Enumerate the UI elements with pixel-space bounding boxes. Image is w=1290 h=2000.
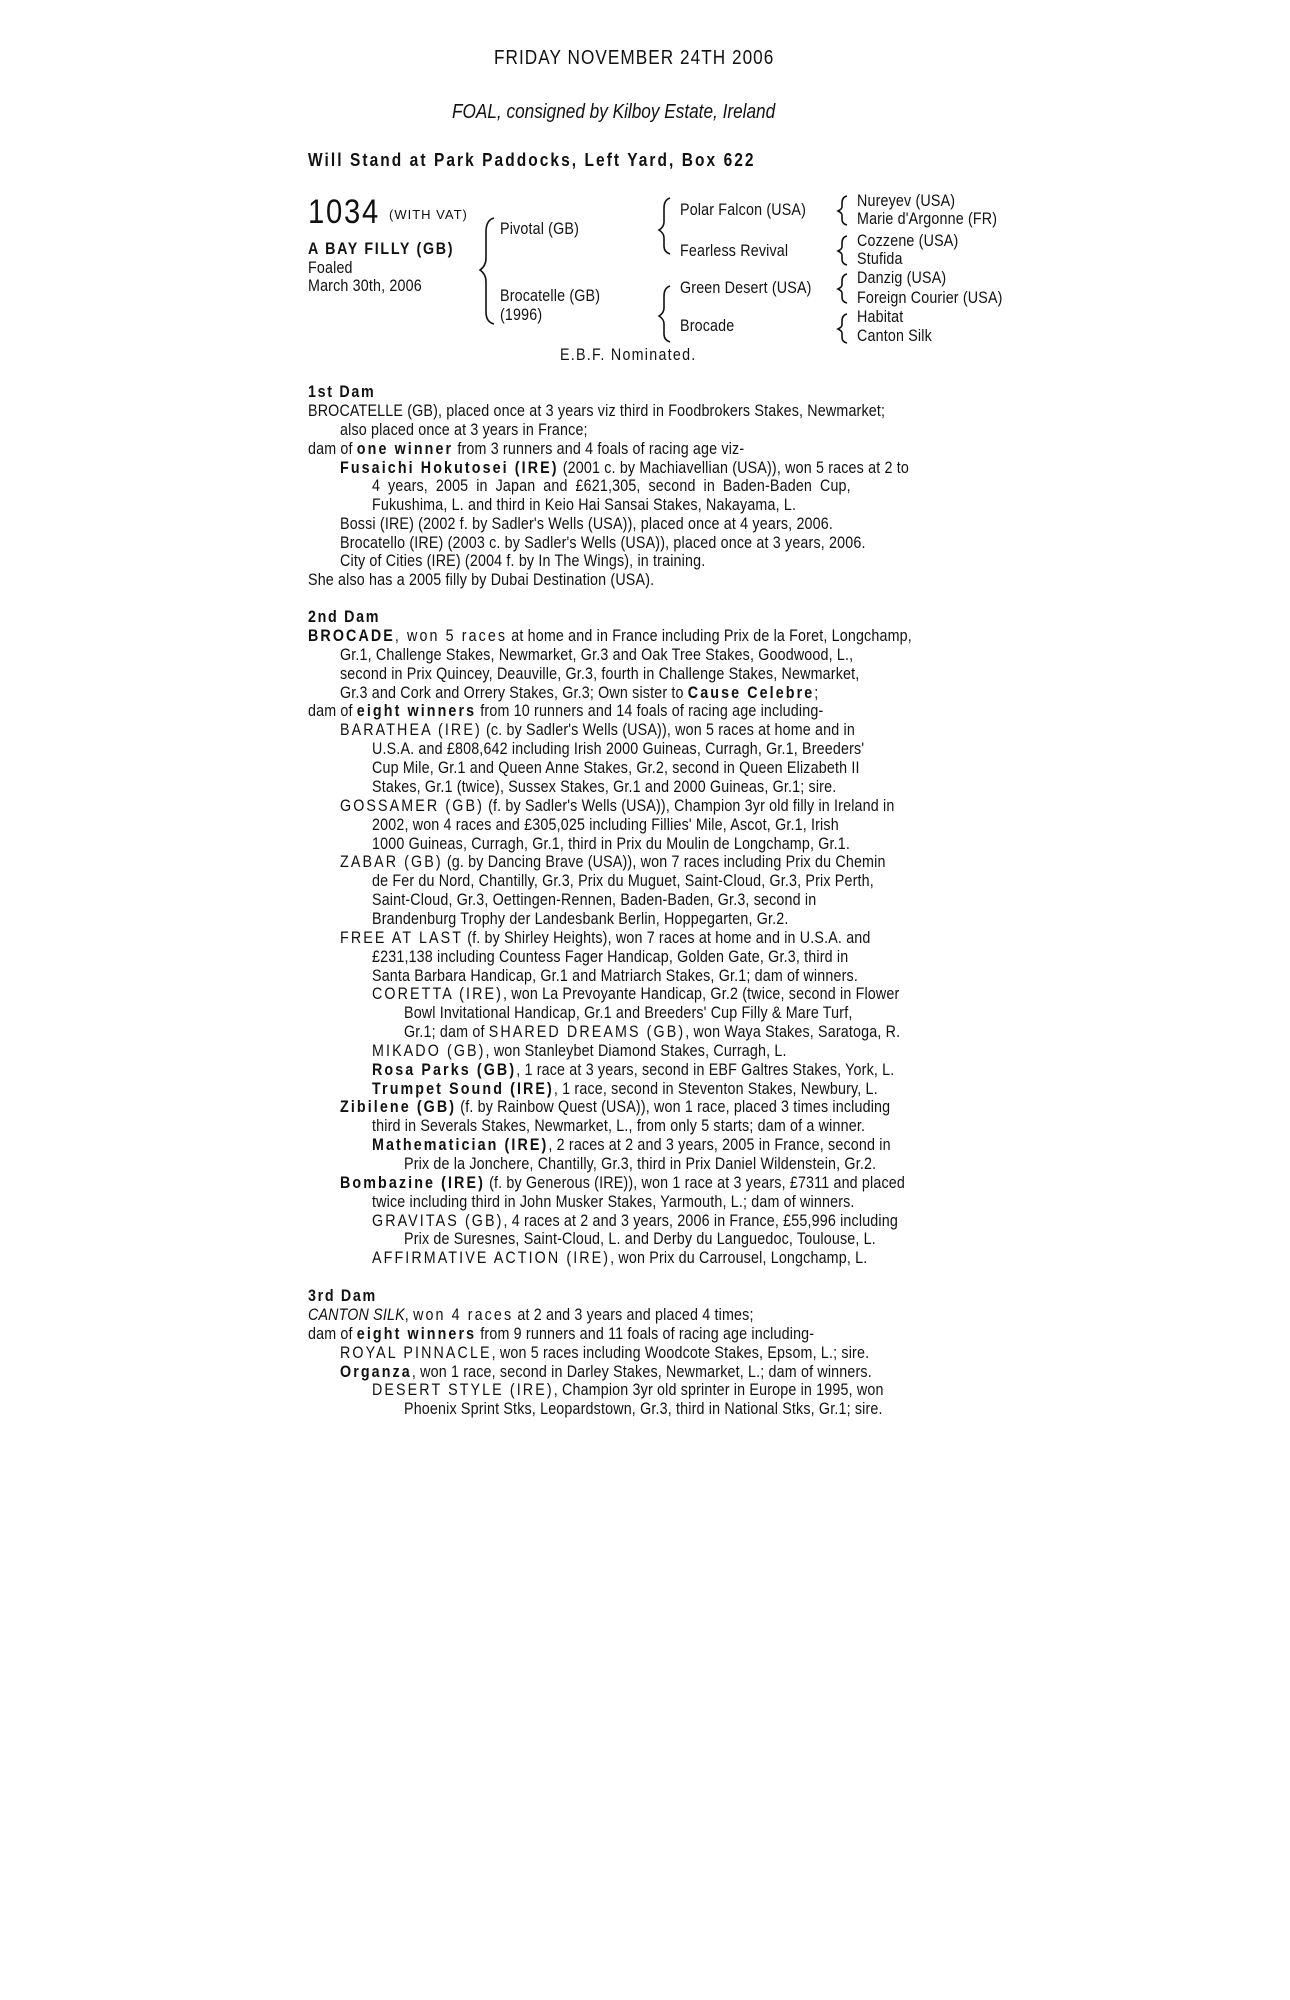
ggp-marie-d-argonne: Marie d'Argonne (FR) bbox=[857, 209, 998, 228]
ebf-nomination: E.B.F. Nominated. bbox=[560, 345, 697, 364]
second-dam-line: Gr.3 and Cork and Orrery Stakes, Gr.3; Own sister to Cause Celebre; bbox=[340, 683, 819, 702]
ggp-canton-silk: Canton Silk bbox=[857, 326, 932, 345]
second-dam-line: second in Prix Quincey, Deauville, Gr.3, fourth in Challenge Stakes, Newmarket, bbox=[340, 664, 860, 683]
progeny-line: AFFIRMATIVE ACTION (IRE), won Prix du Carrousel, Longchamp, L. bbox=[372, 1248, 868, 1267]
dam-name: Brocatelle (GB) bbox=[500, 286, 601, 305]
ggp-stufida: Stufida bbox=[857, 249, 903, 268]
progeny-line: ZABAR (GB) (g. by Dancing Brave (USA)), won 7 races including Prix du Chemin bbox=[340, 852, 886, 871]
fearless-revival-brace bbox=[838, 236, 847, 265]
progeny-line: Brandenburg Trophy der Landesbank Berlin, Hoppegarten, Gr.2. bbox=[372, 909, 789, 928]
stand-location: Will Stand at Park Paddocks, Left Yard, Box 622 bbox=[308, 150, 756, 170]
first-dam-line: dam of one winner from 3 runners and 4 foals of racing age viz- bbox=[308, 439, 745, 458]
third-dam-line: CANTON SILK, won 4 races at 2 and 3 years and placed 4 times; bbox=[308, 1305, 754, 1324]
pedigree-braces bbox=[0, 0, 1290, 400]
second-dam-line: dam of eight winners from 10 runners and 14 foals of racing age including- bbox=[308, 701, 824, 720]
progeny-line: City of Cities (IRE) (2004 f. by In The Wings), in training. bbox=[340, 551, 706, 570]
ggp-nureyev: Nureyev (USA) bbox=[857, 191, 956, 210]
third-dam-line: dam of eight winners from 9 runners and 11 foals of racing age including- bbox=[308, 1324, 815, 1343]
progeny-line: twice including third in John Musker Stakes, Yarmouth, L.; dam of winners. bbox=[372, 1192, 855, 1211]
progeny-line: ROYAL PINNACLE, won 5 races including Woodcote Stakes, Epsom, L.; sire. bbox=[340, 1343, 870, 1362]
progeny-line: Gr.1; dam of SHARED DREAMS (GB), won Waya Stakes, Saratoga, R. bbox=[404, 1022, 901, 1041]
sire-sire-name: Polar Falcon (USA) bbox=[680, 200, 807, 219]
polar-falcon-brace bbox=[838, 196, 847, 225]
progeny-line: DESERT STYLE (IRE), Champion 3yr old sprinter in Europe in 1995, won bbox=[372, 1380, 884, 1399]
progeny-line: She also has a 2005 filly by Dubai Destination (USA). bbox=[308, 570, 655, 589]
progeny-line: FREE AT LAST (f. by Shirley Heights), won 7 races at home and in U.S.A. and bbox=[340, 928, 871, 947]
dam-sire-name: Green Desert (USA) bbox=[680, 278, 812, 297]
dam-dam-name: Brocade bbox=[680, 316, 735, 335]
progeny-line: Fusaichi Hokutosei (IRE) (2001 c. by Machiavellian (USA)), won 5 races at 2 to bbox=[340, 458, 909, 477]
ggp-foreign-courier: Foreign Courier (USA) bbox=[857, 288, 1003, 307]
progeny-line: Organza, won 1 race, second in Darley Stakes, Newmarket, L.; dam of winners. bbox=[340, 1362, 872, 1381]
progeny-line: 4 years, 2005 in Japan and £621,305, second in Baden-Baden Cup, bbox=[372, 476, 851, 495]
progeny-line: MIKADO (GB), won Stanleybet Diamond Stakes, Curragh, L. bbox=[372, 1041, 787, 1060]
sire-dam-name: Fearless Revival bbox=[680, 241, 789, 260]
sale-date: FRIDAY NOVEMBER 24TH 2006 bbox=[494, 47, 775, 69]
dam-year: (1996) bbox=[500, 305, 543, 324]
progeny-line: 2002, won 4 races and £305,025 including Fillies' Mile, Ascot, Gr.1, Irish bbox=[372, 815, 839, 834]
pivotal-brace bbox=[659, 198, 670, 254]
progeny-line: GRAVITAS (GB), 4 races at 2 and 3 years, 2006 in France, £55,996 including bbox=[372, 1211, 898, 1230]
second-dam-line: BROCADE, won 5 races at home and in France including Prix de la Foret, Longchamp, bbox=[308, 626, 912, 645]
second-dam-line: Gr.1, Challenge Stakes, Newmarket, Gr.3 and Oak Tree Stakes, Goodwood, L., bbox=[340, 645, 854, 664]
ggp-cozzene: Cozzene (USA) bbox=[857, 231, 959, 250]
progeny-line: CORETTA (IRE), won La Prevoyante Handicap, Gr.2 (twice, second in Flower bbox=[372, 984, 900, 1003]
progeny-line: de Fer du Nord, Chantilly, Gr.3, Prix du Muguet, Saint-Cloud, Gr.3, Prix Perth, bbox=[372, 871, 874, 890]
third-dam-heading: 3rd Dam bbox=[308, 1286, 377, 1305]
progeny-line: Prix de la Jonchere, Chantilly, Gr.3, third in Prix Daniel Wildenstein, Gr.2. bbox=[404, 1154, 877, 1173]
progeny-line: Trumpet Sound (IRE), 1 race, second in Steventon Stakes, Newbury, L. bbox=[372, 1079, 878, 1098]
progeny-line: Cup Mile, Gr.1 and Queen Anne Stakes, Gr.2, second in Queen Elizabeth II bbox=[372, 758, 860, 777]
progeny-line: Zibilene (GB) (f. by Rainbow Quest (USA)), won 1 race, placed 3 times including bbox=[340, 1097, 891, 1116]
progeny-line: BARATHEA (IRE) (c. by Sadler's Wells (USA)), won 5 races at home and in bbox=[340, 720, 855, 739]
consignment-line: FOAL, consigned by Kilboy Estate, Ireland bbox=[452, 101, 776, 123]
progeny-line: Fukushima, L. and third in Keio Hai Sansai Stakes, Nakayama, L. bbox=[372, 495, 797, 514]
horse-description: A BAY FILLY (GB) bbox=[308, 239, 455, 258]
green-desert-brace bbox=[838, 274, 847, 303]
progeny-line: Rosa Parks (GB), 1 race at 3 years, second in EBF Galtres Stakes, York, L. bbox=[372, 1060, 895, 1079]
progeny-line: Santa Barbara Handicap, Gr.1 and Matriarch Stakes, Gr.1; dam of winners. bbox=[372, 966, 858, 985]
sire-dam-brace bbox=[480, 218, 494, 324]
progeny-line: Bossi (IRE) (2002 f. by Sadler's Wells (USA)), placed once at 4 years, 2006. bbox=[340, 514, 834, 533]
brocade-brace bbox=[838, 314, 847, 343]
progeny-line: U.S.A. and £808,642 including Irish 2000 Guineas, Curragh, Gr.1, Breeders' bbox=[372, 739, 865, 758]
brocatelle-brace bbox=[659, 286, 670, 342]
progeny-line: third in Severals Stakes, Newmarket, L., from only 5 starts; dam of a winner. bbox=[372, 1116, 866, 1135]
sire-name: Pivotal (GB) bbox=[500, 219, 579, 238]
vat-note: (WITH VAT) bbox=[389, 207, 468, 222]
progeny-line: Bowl Invitational Handicap, Gr.1 and Breeders' Cup Filly & Mare Turf, bbox=[404, 1003, 853, 1022]
progeny-line: GOSSAMER (GB) (f. by Sadler's Wells (USA)), Champion 3yr old filly in Ireland in bbox=[340, 796, 895, 815]
progeny-line: £231,138 including Countess Fager Handicap, Golden Gate, Gr.3, third in bbox=[372, 947, 849, 966]
lot-number: 1034 bbox=[308, 193, 380, 231]
second-dam-heading: 2nd Dam bbox=[308, 607, 381, 626]
progeny-line: Stakes, Gr.1 (twice), Sussex Stakes, Gr.1 and 2000 Guineas, Gr.1; sire. bbox=[372, 777, 837, 796]
first-dam-heading: 1st Dam bbox=[308, 382, 376, 401]
progeny-line: Saint-Cloud, Gr.3, Oettingen-Rennen, Baden-Baden, Gr.3, second in bbox=[372, 890, 817, 909]
progeny-line: Phoenix Sprint Stks, Leopardstown, Gr.3, third in National Stks, Gr.1; sire. bbox=[404, 1399, 883, 1418]
progeny-line: Prix de Suresnes, Saint-Cloud, L. and Derby du Languedoc, Toulouse, L. bbox=[404, 1229, 876, 1248]
progeny-line: Mathematician (IRE), 2 races at 2 and 3 years, 2005 in France, second in bbox=[372, 1135, 891, 1154]
foaled-date: March 30th, 2006 bbox=[308, 276, 422, 295]
ggp-habitat: Habitat bbox=[857, 307, 904, 326]
ggp-danzig: Danzig (USA) bbox=[857, 268, 947, 287]
progeny-line: 1000 Guineas, Curragh, Gr.1, third in Prix du Moulin de Longchamp, Gr.1. bbox=[372, 834, 851, 853]
first-dam-line: also placed once at 3 years in France; bbox=[340, 420, 588, 439]
progeny-line: Brocatello (IRE) (2003 c. by Sadler's Wells (USA)), placed once at 3 years, 2006. bbox=[340, 533, 866, 552]
first-dam-line: BROCATELLE (GB), placed once at 3 years viz third in Foodbrokers Stakes, Newmarket; bbox=[308, 401, 886, 420]
foaled-label: Foaled bbox=[308, 258, 353, 277]
progeny-line: Bombazine (IRE) (f. by Generous (IRE)), won 1 race at 3 years, £7311 and placed bbox=[340, 1173, 906, 1192]
